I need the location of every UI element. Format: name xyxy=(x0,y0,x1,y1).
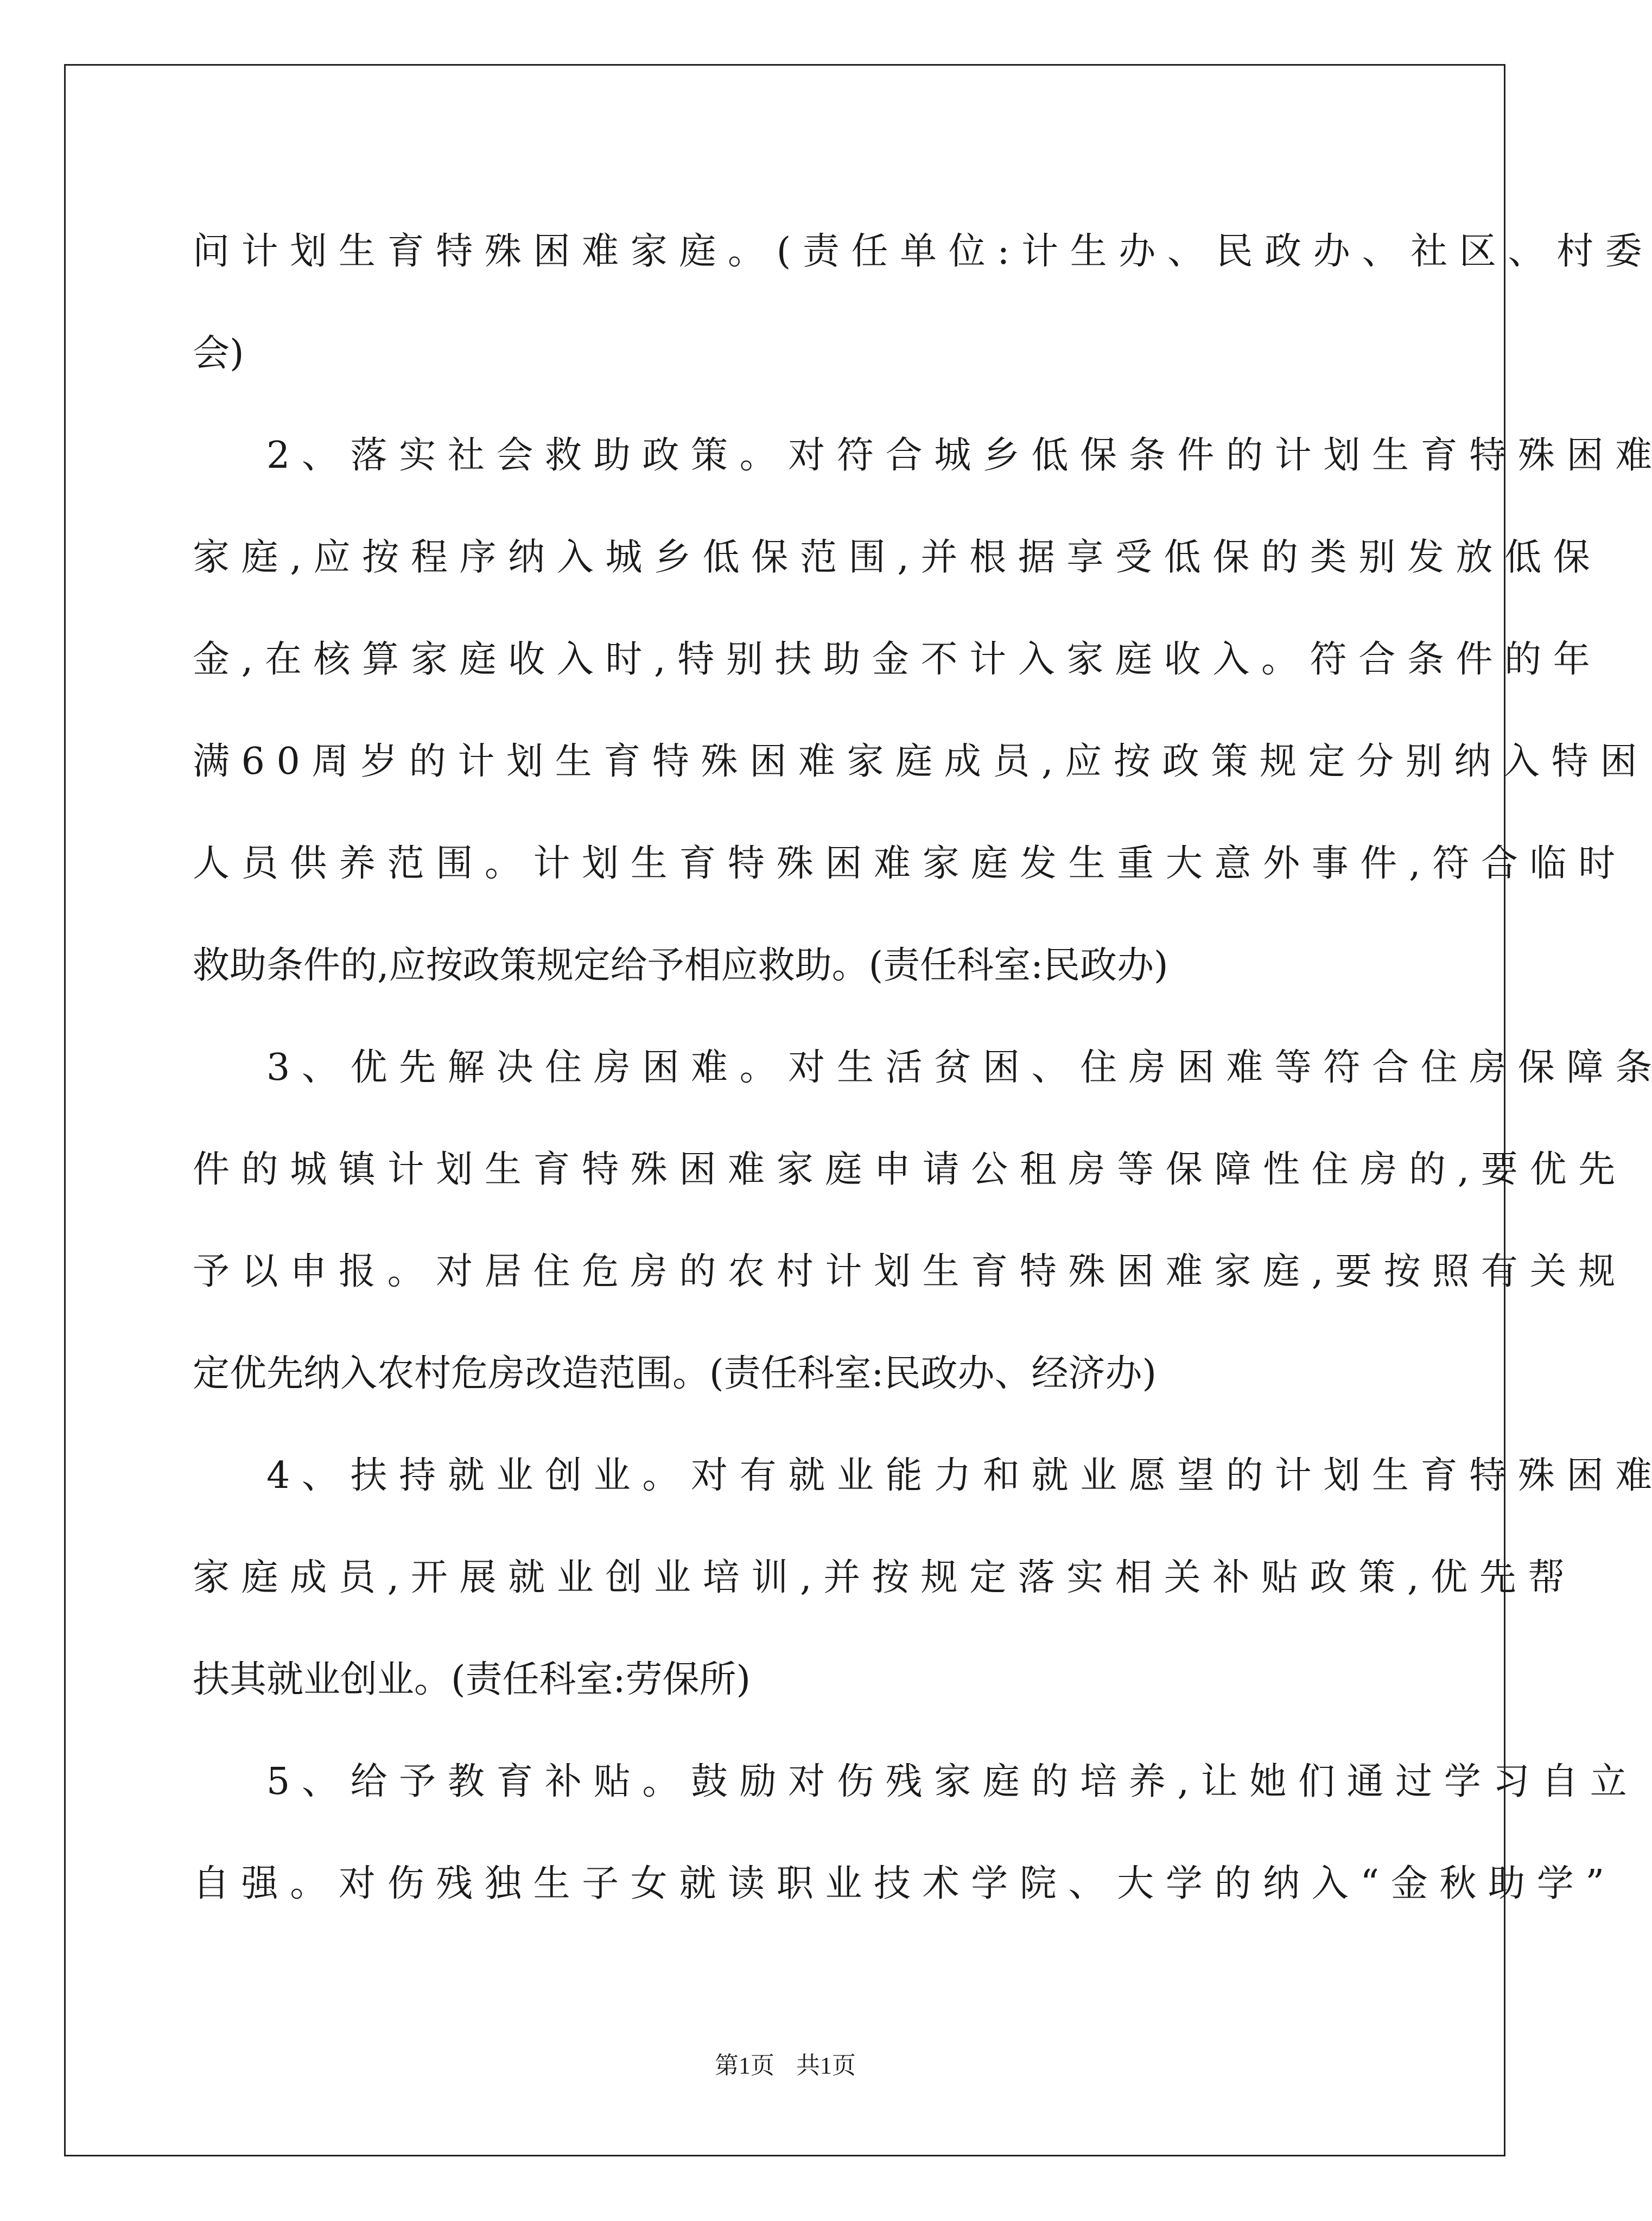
page-number-total: 共1页 xyxy=(796,2052,856,2079)
text-line: 5 、 给 予 教 育 补 贴 。 鼓 励 对 伤 残 家 庭 的 培 养 , 让 她 们 通 过 学 习 自 立 xyxy=(266,1760,1627,1803)
document-body xyxy=(193,201,1652,1935)
page-number-current: 第1页 xyxy=(715,2052,774,2079)
text-line: 问 计 划 生 育 特 殊 困 难 家 庭 。 ( 责 任 单 位 : 计 生 办 、 民 政 办 、 社 区 、 村 委 xyxy=(193,230,1642,273)
text-line: 救助条件的,应按政策规定给予相应救助。(责任科室:民政办) xyxy=(193,944,1168,987)
text-line: 定优先纳入农村危房改造范围。(责任科室:民政办、经济办) xyxy=(193,1352,1157,1395)
text-line: 4 、 扶 持 就 业 创 业 。 对 有 就 业 能 力 和 就 业 愿 望 的 计 划 生 育 特 殊 困 难 xyxy=(266,1454,1652,1497)
text-line: 予 以 申 报 。 对 居 住 危 房 的 农 村 计 划 生 育 特 殊 困 难 家 庭 , 要 按 照 有 关 规 xyxy=(193,1250,1616,1293)
text-line: 家 庭 , 应 按 程 序 纳 入 城 乡 低 保 范 围 , 并 根 据 享 受 低 保 的 类 别 发 放 低 保 xyxy=(193,536,1590,579)
text-line: 自 强 。 对 伤 残 独 生 子 女 就 读 职 业 技 术 学 院 、 大 学 的 纳 入 “ 金 秋 助 学 ” xyxy=(193,1862,1605,1905)
text-line: 金 , 在 核 算 家 庭 收 入 时 , 特 别 扶 助 金 不 计 入 家 庭 收 入 。 符 合 条 件 的 年 xyxy=(193,638,1590,681)
text-line: 会) xyxy=(193,332,244,375)
text-line: 满 6 0 周 岁 的 计 划 生 育 特 殊 困 难 家 庭 成 员 , 应 按 政 策 规 定 分 别 纳 入 特 困 xyxy=(193,740,1637,783)
text-line: 3 、 优 先 解 决 住 房 困 难 。 对 生 活 贫 困 、 住 房 困 难 等 符 合 住 房 保 障 条 xyxy=(266,1046,1652,1089)
text-line: 件 的 城 镇 计 划 生 育 特 殊 困 难 家 庭 申 请 公 租 房 等 保 障 性 住 房 的 , 要 优 先 xyxy=(193,1148,1616,1191)
text-line: 家 庭 成 员 , 开 展 就 业 创 业 培 训 , 并 按 规 定 落 实 相 关 补 贴 政 策 , 优 先 帮 xyxy=(193,1556,1565,1599)
text-line: 扶其就业创业。(责任科室:劳保所) xyxy=(193,1658,751,1701)
text-line: 2 、 落 实 社 会 救 助 政 策 。 对 符 合 城 乡 低 保 条 件 的 计 划 生 育 特 殊 困 难 xyxy=(266,434,1652,477)
text-line: 人 员 供 养 范 围 。 计 划 生 育 特 殊 困 难 家 庭 发 生 重 大 意 外 事 件 , 符 合 临 时 xyxy=(193,842,1616,885)
page-footer xyxy=(0,2046,1571,2080)
